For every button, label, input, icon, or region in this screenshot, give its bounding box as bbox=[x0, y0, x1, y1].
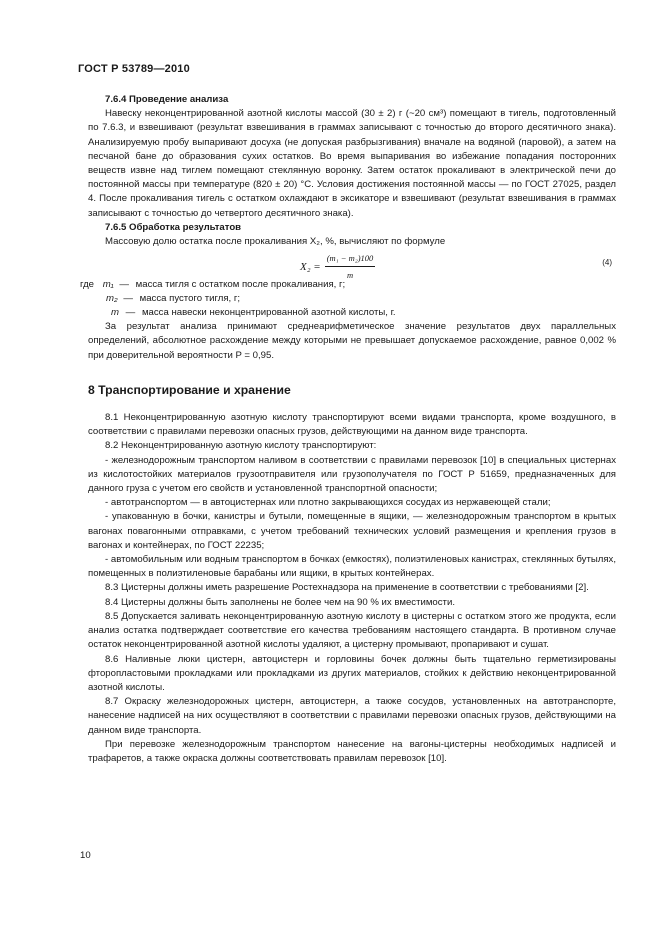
legend-symbol: m bbox=[111, 307, 119, 319]
paragraph-8-5: 8.5 Допускается заливать неконцентрированную азотную кислоту в цистерны с остатком этого же продукта, если анализ остатка подтверждает соответствие его качества требованиям настоящего стандарта. В противном случае остаток неконцентрированной азотной кислоты удаляют, а цистерну промывают, пропаривают и сушат. bbox=[88, 610, 616, 651]
legend-dash: — bbox=[119, 279, 129, 291]
paragraph-7-6-4: Навеску неконцентрированной азотной кислоты массой (30 ± 2) г (~20 см³) помещают в тигель, подготовленный по 7.6.3, и взвешивают (результат взвешивания в граммах записывают с точностью до второго десятичного знака). Анализируемую пробу выпаривают досуха (не допуская разбрызгивания) вначале на водяной (паровой), а затем на песчаной бане до образования сухих остатков. Во время выпаривания во избежание попадания посторонних веществ извне над тиглем помещают стеклянную воронку. Затем остаток прокаливают в электрической печи до постоянной массы при температуре (820 ± 20) °С. Условия достижения постоянной массы — по ГОСТ 27025, раздел 4. После прокаливания тигель с остатком охлаждают в эксикаторе и взвешивают (результат взвешивания в граммах записывают с точностью до четвертого десятичного знака). bbox=[88, 108, 616, 219]
legend-text: масса тигля с остатком после прокаливания, г; bbox=[135, 279, 346, 291]
legend-symbol: m₁ bbox=[102, 279, 114, 291]
section-title-8: 8 Транспортирование и хранение bbox=[88, 382, 291, 397]
paragraph-8-7-rail: При перевозке железнодорожным транспортом нанесение на вагоны-цистерны необходимых надписей и трафаретов, а также окраска должны соответствовать правилам перевозок [10]. bbox=[88, 738, 616, 764]
list-item-packaged: - упакованную в бочки, канистры и бутыли, помещенные в ящики, — железнодорожным транспортом в крытых вагонах повагонными отправками, с учетом требований технических условий размещения и крепления грузов в вагонах и контейнерах, по ГОСТ 22235; bbox=[88, 511, 616, 551]
paragraph-8-6: 8.6 Наливные люки цистерн, автоцистерн и горловины бочек должны быть тщательно герметизированы фторопластовыми прокладками или прокладками из других материалов, стойких к действию неконцентрированной азотной кислоты. bbox=[88, 653, 616, 693]
subsection-title-7-6-4: 7.6.4 Проведение анализа bbox=[105, 94, 229, 105]
legend-symbol: m₂ bbox=[106, 293, 118, 305]
list-item-auto: - автотранспортом — в автоцистернах или плотно закрывающихся сосудах из нержавеющей стали; bbox=[105, 497, 551, 509]
legend-text: масса навески неконцентрированной азотной кислоты, г. bbox=[141, 307, 396, 319]
legend-dash: — bbox=[123, 293, 133, 305]
formula-lhs: X₂ = bbox=[300, 260, 321, 273]
legend-row bbox=[111, 306, 396, 320]
legend-text: масса пустого тигля, г; bbox=[139, 293, 241, 305]
paragraph-8-4: 8.4 Цистерны должны быть заполнены не более чем на 90 % их вместимости. bbox=[105, 596, 455, 608]
list-item-road-water: - автомобильным или водным транспортом в бочках (емкостях), полиэтиленовых канистрах, стеклянных бутылях, помещенных в полиэтиленовые барабаны или ящики, в крытых контейнерах. bbox=[88, 554, 616, 580]
formula-numerator: (m₁ − m₂)100 bbox=[325, 251, 376, 267]
paragraph-result: За результат анализа принимают среднеарифметическое значение результатов двух параллельных определений, абсолютное расхождение между которыми не превышает допускаемое расхождение, равное 0,002 % при доверительной вероятности P = 0,95. bbox=[88, 321, 616, 361]
formula-denominator: m bbox=[346, 270, 354, 281]
legend-row bbox=[106, 292, 240, 306]
paragraph-8-1: 8.1 Неконцентрированную азотную кислоту транспортируют всеми видами транспорта, кроме воздушного, в соответствии с правилами перевозки опасных грузов, действующими на данном виде транспорта. bbox=[88, 412, 616, 438]
list-item-rail: - железнодорожным транспортом наливом в соответствии с правилами перевозок [10] в специальных цистернах из кислотостойких материалов грузоотправителя или грузополучателя по ГОСТ Р 51659, предназначенных для данного груза с учетом его свойств и установленной транспортной опасности; bbox=[88, 454, 616, 495]
page-number: 10 bbox=[80, 850, 91, 861]
formula-intro: Массовую долю остатка после прокаливания X₂, %, вычисляют по формуле bbox=[105, 236, 446, 248]
legend-row bbox=[80, 278, 345, 292]
legend-prefix: где bbox=[80, 279, 95, 291]
paragraph-8-2: 8.2 Неконцентрированную азотную кислоту транспортируют: bbox=[105, 440, 377, 452]
subsection-title-7-6-5: 7.6.5 Обработка результатов bbox=[105, 221, 242, 233]
page-content bbox=[80, 93, 616, 766]
paragraph-8-3: 8.3 Цистерны должны иметь разрешение Ростехнадзора на применение в соответствии с требованиями [2]. bbox=[105, 582, 589, 594]
paragraph-8-7: 8.7 Окраску железнодорожных цистерн, автоцистерн, а также сосудов, установленных на автотранспорте, нанесение надписей на них осуществляют в соответствии с правилами перевозки опасных грузов, действующими на данном виде транспорта. bbox=[88, 696, 616, 736]
formula-legend bbox=[80, 278, 616, 320]
document-header: ГОСТ Р 53789—2010 bbox=[78, 63, 190, 75]
formula-number: (4) bbox=[602, 258, 612, 268]
legend-dash: — bbox=[125, 307, 136, 319]
formula-block bbox=[88, 250, 616, 281]
